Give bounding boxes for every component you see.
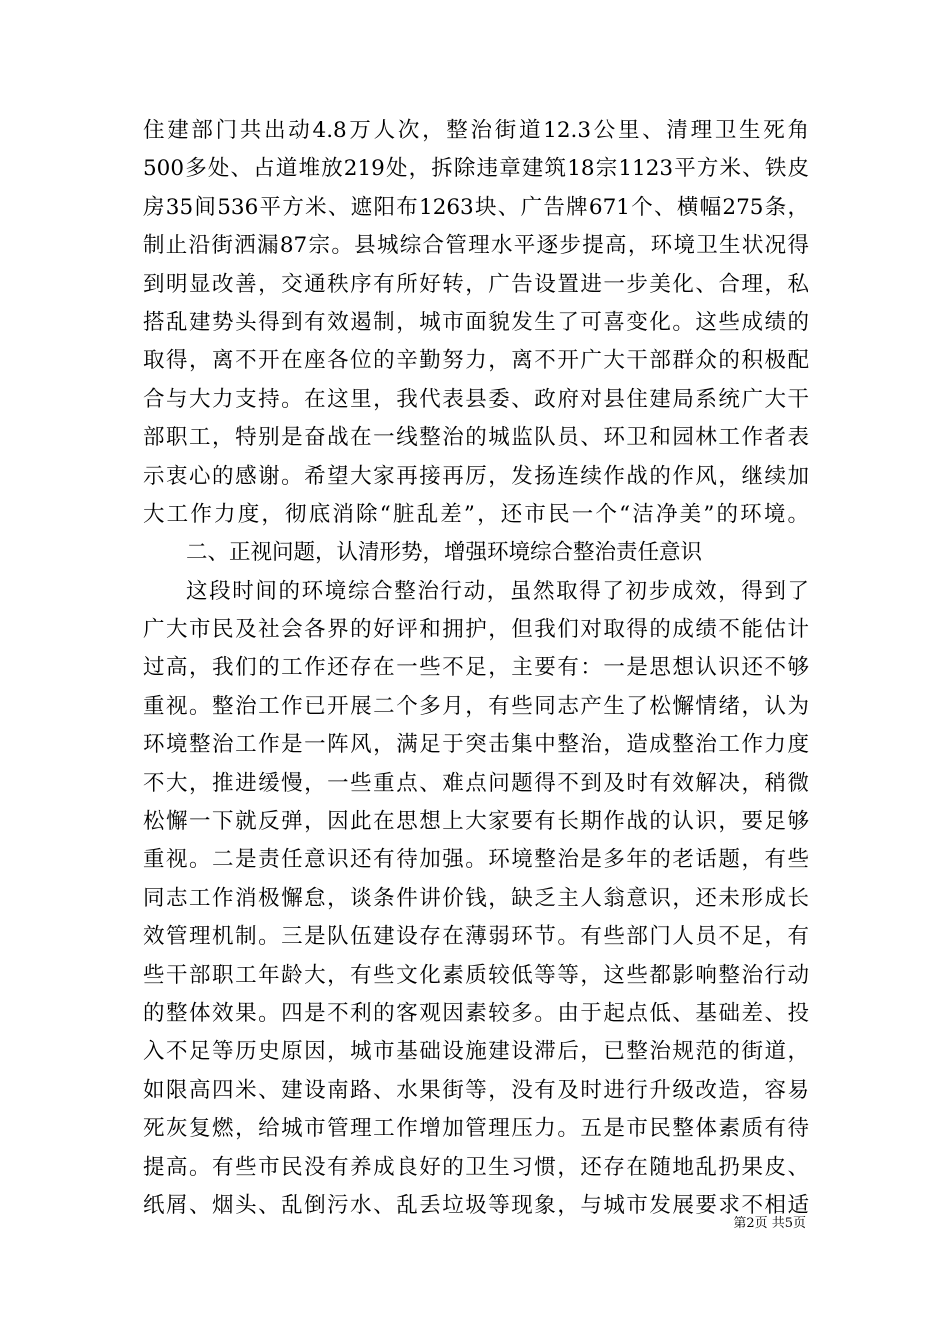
text-line: 如限高四米、建设南路、水果街等，没有及时进行升级改造，容易 <box>143 1077 809 1103</box>
text-line: 重视。二是责任意识还有待加强。环境整治是多年的老话题，有些 <box>143 847 809 873</box>
text-line: 入不足等历史原因，城市基础设施建设滞后，已整治规范的街道， <box>143 1039 809 1065</box>
text-line: 同志工作消极懈怠，谈条件讲价钱，缺乏主人翁意识，还未形成长 <box>143 885 809 911</box>
text-line: 不大，推进缓慢，一些重点、难点问题得不到及时有效解决，稍微 <box>143 770 809 796</box>
text-line: 这段时间的环境综合整治行动，虽然取得了初步成效，得到了 <box>186 578 809 604</box>
text-line: 部职工，特别是奋战在一线整治的城监队员、环卫和园林工作者表 <box>143 425 809 451</box>
text-line: 500多处、占道堆放219处，拆除违章建筑18宗1123平方米、铁皮 <box>143 156 809 182</box>
text-line: 广大市民及社会各界的好评和拥护，但我们对取得的成绩不能估计 <box>143 617 809 643</box>
text-line: 住建部门共出动4.8万人次，整治街道12.3公里、清理卫生死角 <box>143 118 809 143</box>
text-line: 的整体效果。四是不利的客观因素较多。由于起点低、基础差、投 <box>143 1000 809 1026</box>
text-line: 搭乱建势头得到有效遏制，城市面貌发生了可喜变化。这些成绩的 <box>143 309 809 335</box>
section-heading: 二、正视问题，认清形势，增强环境综合整治责任意识 <box>186 540 703 566</box>
text-line: 死灰复燃，给城市管理工作增加管理压力。五是市民整体素质有待 <box>143 1116 809 1142</box>
text-line: 松懈一下就反弹，因此在思想上大家要有长期作战的认识，要足够 <box>143 809 809 835</box>
text-line: 合与大力支持。在这里，我代表县委、政府对县住建局系统广大干 <box>143 386 809 412</box>
text-line: 示衷心的感谢。希望大家再接再厉，发扬连续作战的作风，继续加 <box>143 463 809 489</box>
text-line: 制止沿街洒漏87宗。县城综合管理水平逐步提高，环境卫生状况得 <box>143 233 809 259</box>
text-line: 环境整治工作是一阵风，满足于突击集中整治，造成整治工作力度 <box>143 732 809 758</box>
text-line: 到明显改善，交通秩序有所好转，广告设置进一步美化、合理，私 <box>143 271 809 297</box>
page-number: 第2页 共5页 <box>733 1216 806 1231</box>
document-body <box>143 112 809 1225</box>
text-line: 些干部职工年龄大，有些文化素质较低等等，这些都影响整治行动 <box>143 962 809 988</box>
text-line: 提高。有些市民没有养成良好的卫生习惯，还存在随地乱扔果皮、 <box>143 1154 809 1180</box>
text-line: 纸屑、烟头、乱倒污水、乱丢垃圾等现象，与城市发展要求不相适 <box>143 1192 809 1218</box>
text-line: 取得，离不开在座各位的辛勤努力，离不开广大干部群众的积极配 <box>143 348 809 374</box>
text-line: 过高，我们的工作还存在一些不足，主要有：一是思想认识还不够 <box>143 655 809 681</box>
text-line: 房35间536平方米、遮阳布1263块、广告牌671个、横幅275条， <box>143 194 809 220</box>
text-line: 重视。整治工作已开展二个多月，有些同志产生了松懈情绪，认为 <box>143 693 809 719</box>
text-line: 大工作力度，彻底消除“脏乱差”，还市民一个“洁净美”的环境。 <box>143 501 809 527</box>
text-line: 效管理机制。三是队伍建设存在薄弱环节。有些部门人员不足，有 <box>143 924 809 950</box>
